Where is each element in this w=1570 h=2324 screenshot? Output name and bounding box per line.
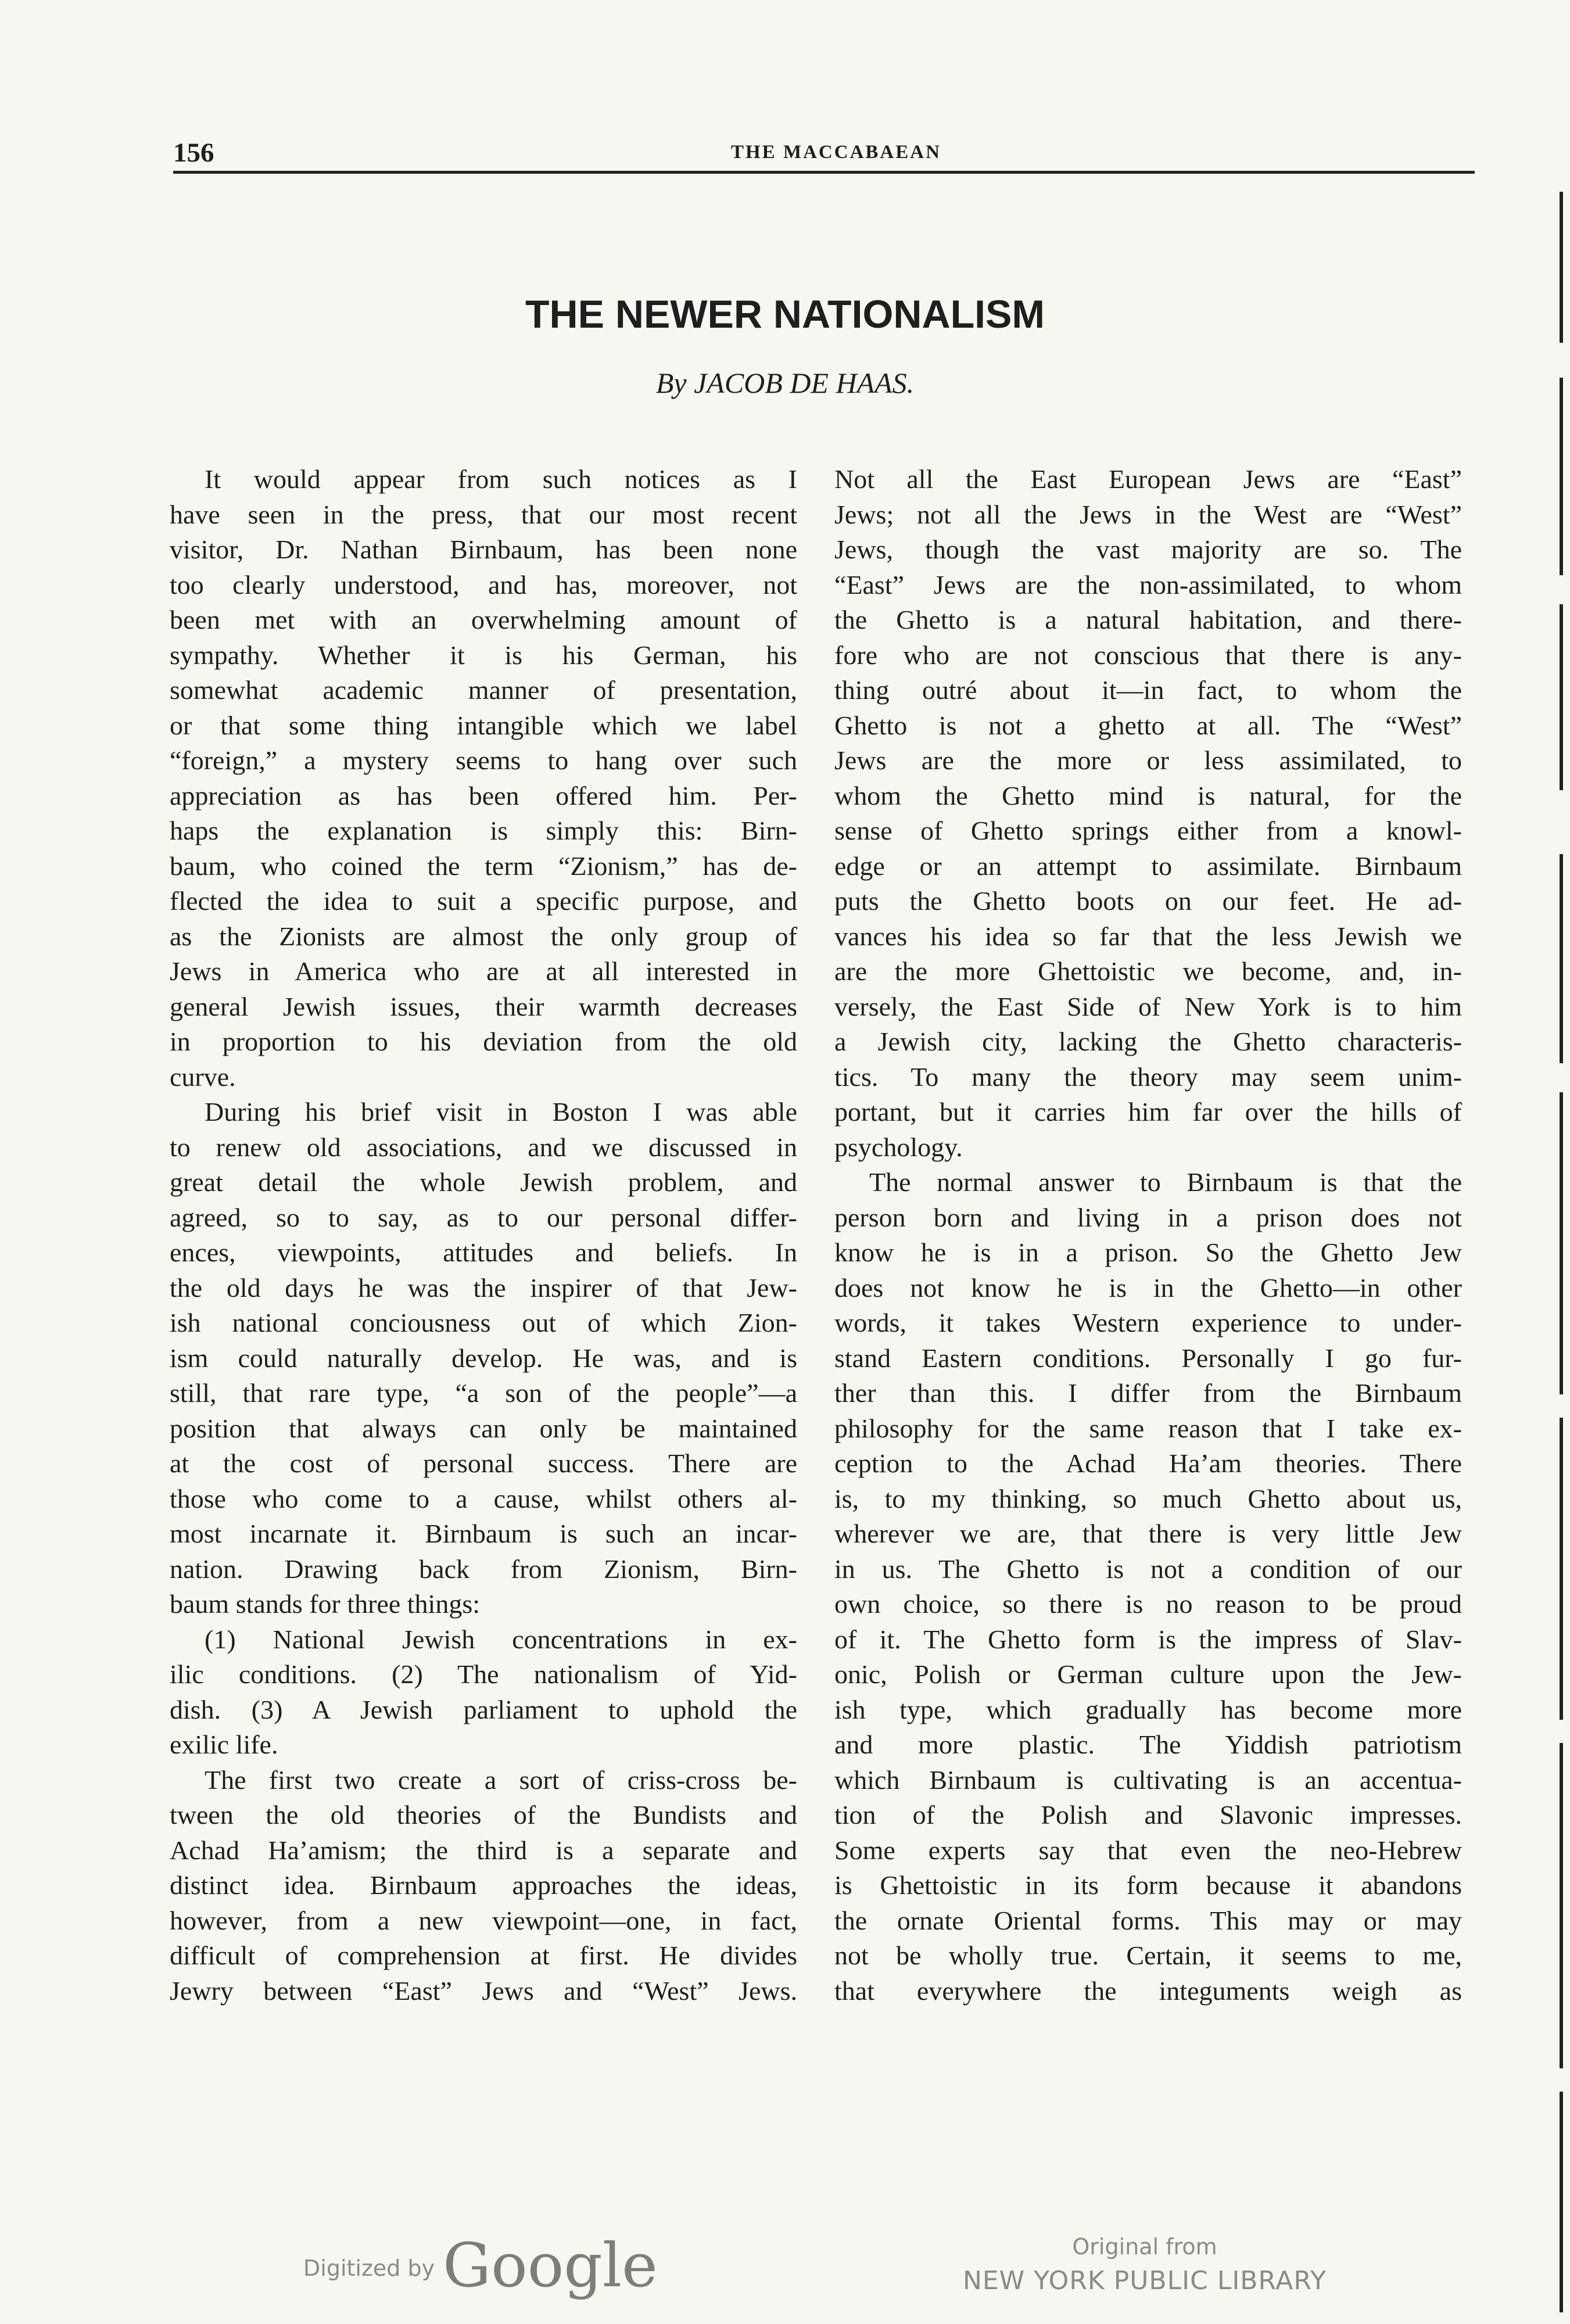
text-line: and more plastic. The Yiddish patriotism [834, 1730, 1462, 1759]
text-line: at the cost of personal success. There are [170, 1448, 797, 1478]
text-line: “East” Jews are the non-assimilated, to whom [834, 569, 1462, 600]
text-line: is Ghettoistic in its form because it abandons [834, 1870, 1462, 1900]
text-line: Jews, though the vast majority are so. The [834, 535, 1462, 564]
text-line: tween the old theories of the Bundists and [170, 1800, 797, 1830]
text-line: great detail the whole Jewish problem, and [170, 1167, 797, 1197]
text-line: sympathy. Whether it is his German, his [170, 640, 797, 670]
text-line: portant, but it carries him far over the hills of [834, 1097, 1462, 1127]
article-byline: By JACOB DE HAAS. [655, 367, 915, 399]
text-line: The first two create a sort of criss-cross be- [205, 1764, 797, 1795]
running-head: THE MACCABAEAN [731, 142, 941, 163]
text-line: is, to my thinking, so much Ghetto about us, [834, 1483, 1462, 1514]
text-line: most incarnate it. Birnbaum is such an incar- [170, 1519, 797, 1548]
text-line: been met with an overwhelming amount of [170, 605, 797, 634]
text-line: Jews are the more or less assimilated, to [834, 745, 1462, 775]
text-line: know he is in a prison. So the Ghetto Jew [834, 1238, 1462, 1267]
text-line: those who come to a cause, whilst others al- [170, 1483, 797, 1514]
text-line: curve. [170, 1061, 236, 1092]
text-line: wherever we are, that there is very little Jew [834, 1519, 1462, 1548]
original-from-label: Original from [1072, 2234, 1217, 2260]
text-line: Ghetto is not a ghetto at all. The “West” [834, 710, 1462, 740]
text-line: as the Zionists are almost the only group of [170, 921, 797, 951]
text-line: the ornate Oriental forms. This may or may [834, 1905, 1462, 1935]
scan-edge-mark [1560, 378, 1563, 575]
page-number: 156 [173, 138, 214, 168]
header-rule [173, 171, 1475, 174]
text-line: Jews; not all the Jews in the West are “West” [834, 499, 1462, 529]
text-line: that everywhere the integuments weigh as [834, 1975, 1462, 2006]
text-line: a Jewish city, lacking the Ghetto characteris- [834, 1027, 1462, 1056]
text-line: still, that rare type, “a son of the people”—a [170, 1378, 797, 1408]
text-line: words, it takes Western experience to under- [834, 1308, 1462, 1337]
text-line: philosophy for the same reason that I take ex- [834, 1413, 1462, 1443]
scan-edge-mark [1560, 192, 1563, 343]
text-line: tion of the Polish and Slavonic impresses. [834, 1800, 1462, 1830]
text-line: ences, viewpoints, attitudes and beliefs. In [170, 1238, 797, 1267]
scan-edge-mark [1560, 1092, 1563, 1394]
text-line: fore who are not conscious that there is any- [834, 640, 1462, 670]
text-line: onic, Polish or German culture upon the Jew- [834, 1659, 1462, 1689]
right-column [834, 462, 1462, 2009]
text-line: nation. Drawing back from Zionism, Birn- [170, 1554, 797, 1584]
google-logo: Google [443, 2230, 658, 2301]
text-line: ism could naturally develop. He was, and is [170, 1343, 797, 1373]
text-line: in proportion to his deviation from the old [170, 1027, 797, 1056]
text-line: During his brief visit in Boston I was able [205, 1097, 797, 1127]
text-line: exilic life. [170, 1730, 278, 1759]
text-line: Achad Ha’amism; the third is a separate and [170, 1835, 797, 1865]
text-line: however, from a new viewpoint—one, in fact, [170, 1905, 797, 1935]
text-line: The normal answer to Birnbaum is that the [869, 1167, 1462, 1197]
text-line: person born and living in a prison does not [834, 1202, 1462, 1232]
text-line: vances his idea so far that the less Jewish we [834, 921, 1462, 951]
page-header [173, 137, 1475, 172]
article-title: THE NEWER NATIONALISM [525, 292, 1045, 336]
text-line: not be wholly true. Certain, it seems to me, [834, 1941, 1462, 1970]
text-line: whom the Ghetto mind is natural, for the [834, 780, 1462, 810]
text-line: baum, who coined the term “Zionism,” has de- [170, 851, 797, 881]
text-line: distinct idea. Birnbaum approaches the ideas, [170, 1870, 797, 1900]
text-line: the old days he was the inspirer of that Jew- [170, 1272, 797, 1303]
scan-edge-mark [1560, 854, 1563, 1063]
text-line: to renew old associations, and we discussed in [170, 1132, 797, 1162]
text-line: ish national conciousness out of which Zion- [170, 1308, 797, 1337]
text-line: Jewry between “East” Jews and “West” Jews. [170, 1975, 797, 2006]
text-line: the Ghetto is a natural habitation, and there- [834, 605, 1462, 634]
text-line: own choice, so there is no reason to be proud [834, 1589, 1462, 1619]
text-line: versely, the East Side of New York is to him [834, 991, 1462, 1021]
text-line: Some experts say that even the neo-Hebrew [834, 1835, 1462, 1865]
text-line: Jews in America who are at all interested in [170, 956, 797, 986]
text-line: of it. The Ghetto form is the impress of Slav- [834, 1624, 1462, 1654]
text-line: ilic conditions. (2) The nationalism of Yid- [170, 1659, 797, 1689]
text-line: does not know he is in the Ghetto—in other [834, 1272, 1462, 1303]
text-line: have seen in the press, that our most recent [170, 499, 797, 529]
text-line: appreciation as has been offered him. Per- [170, 780, 797, 810]
text-line: puts the Ghetto boots on our feet. He ad- [834, 886, 1462, 916]
text-line: psychology. [834, 1132, 963, 1162]
text-line: “foreign,” a mystery seems to hang over such [170, 745, 797, 775]
text-line: haps the explanation is simply this: Birn- [170, 816, 797, 845]
text-line: ish type, which gradually has become more [834, 1694, 1462, 1724]
scan-edge-mark [1560, 604, 1563, 790]
text-line: baum stands for three things: [170, 1589, 481, 1619]
text-line: stand Eastern conditions. Personally I go fur- [834, 1343, 1462, 1373]
digitized-by-label: Digitized by [303, 2255, 435, 2281]
text-line: (1) National Jewish concentrations in ex- [205, 1624, 797, 1654]
text-line: somewhat academic manner of presentation, [170, 675, 797, 705]
text-line: flected the idea to suit a specific purpose, and [170, 886, 797, 916]
text-line: visitor, Dr. Nathan Birnbaum, has been none [170, 535, 797, 564]
scan-edge-mark [1560, 1743, 1563, 2068]
text-line: sense of Ghetto springs either from a knowl- [834, 816, 1462, 845]
text-line: tics. To many the theory may seem unim- [834, 1061, 1462, 1092]
text-line: too clearly understood, and has, moreover, not [170, 569, 797, 600]
text-line: which Birnbaum is cultivating is an accentua- [834, 1764, 1462, 1795]
text-line: thing outré about it—in fact, to whom the [834, 675, 1462, 705]
text-line: It would appear from such notices as I [205, 464, 797, 494]
text-line: in us. The Ghetto is not a condition of our [834, 1554, 1462, 1584]
text-line: difficult of comprehension at first. He divides [170, 1941, 797, 1970]
scan-edge-mark [1560, 2092, 1563, 2312]
left-column [170, 462, 797, 2009]
text-line: position that always can only be maintained [170, 1413, 797, 1443]
library-name: NEW YORK PUBLIC LIBRARY [962, 2266, 1327, 2296]
text-line: edge or an attempt to assimilate. Birnbaum [834, 851, 1462, 881]
text-line: or that some thing intangible which we label [170, 710, 797, 740]
text-line: are the more Ghettoistic we become, and, in- [834, 956, 1462, 986]
text-line: ther than this. I differ from the Birnbaum [834, 1378, 1462, 1408]
text-line: Not all the East European Jews are “East” [834, 464, 1462, 494]
text-line: agreed, so to say, as to our personal differ- [170, 1202, 797, 1232]
text-line: ception to the Achad Ha’am theories. There [834, 1448, 1462, 1478]
text-line: general Jewish issues, their warmth decreases [170, 991, 797, 1021]
scan-edge-mark [1560, 1418, 1563, 1720]
text-line: dish. (3) A Jewish parliament to uphold the [170, 1694, 797, 1724]
